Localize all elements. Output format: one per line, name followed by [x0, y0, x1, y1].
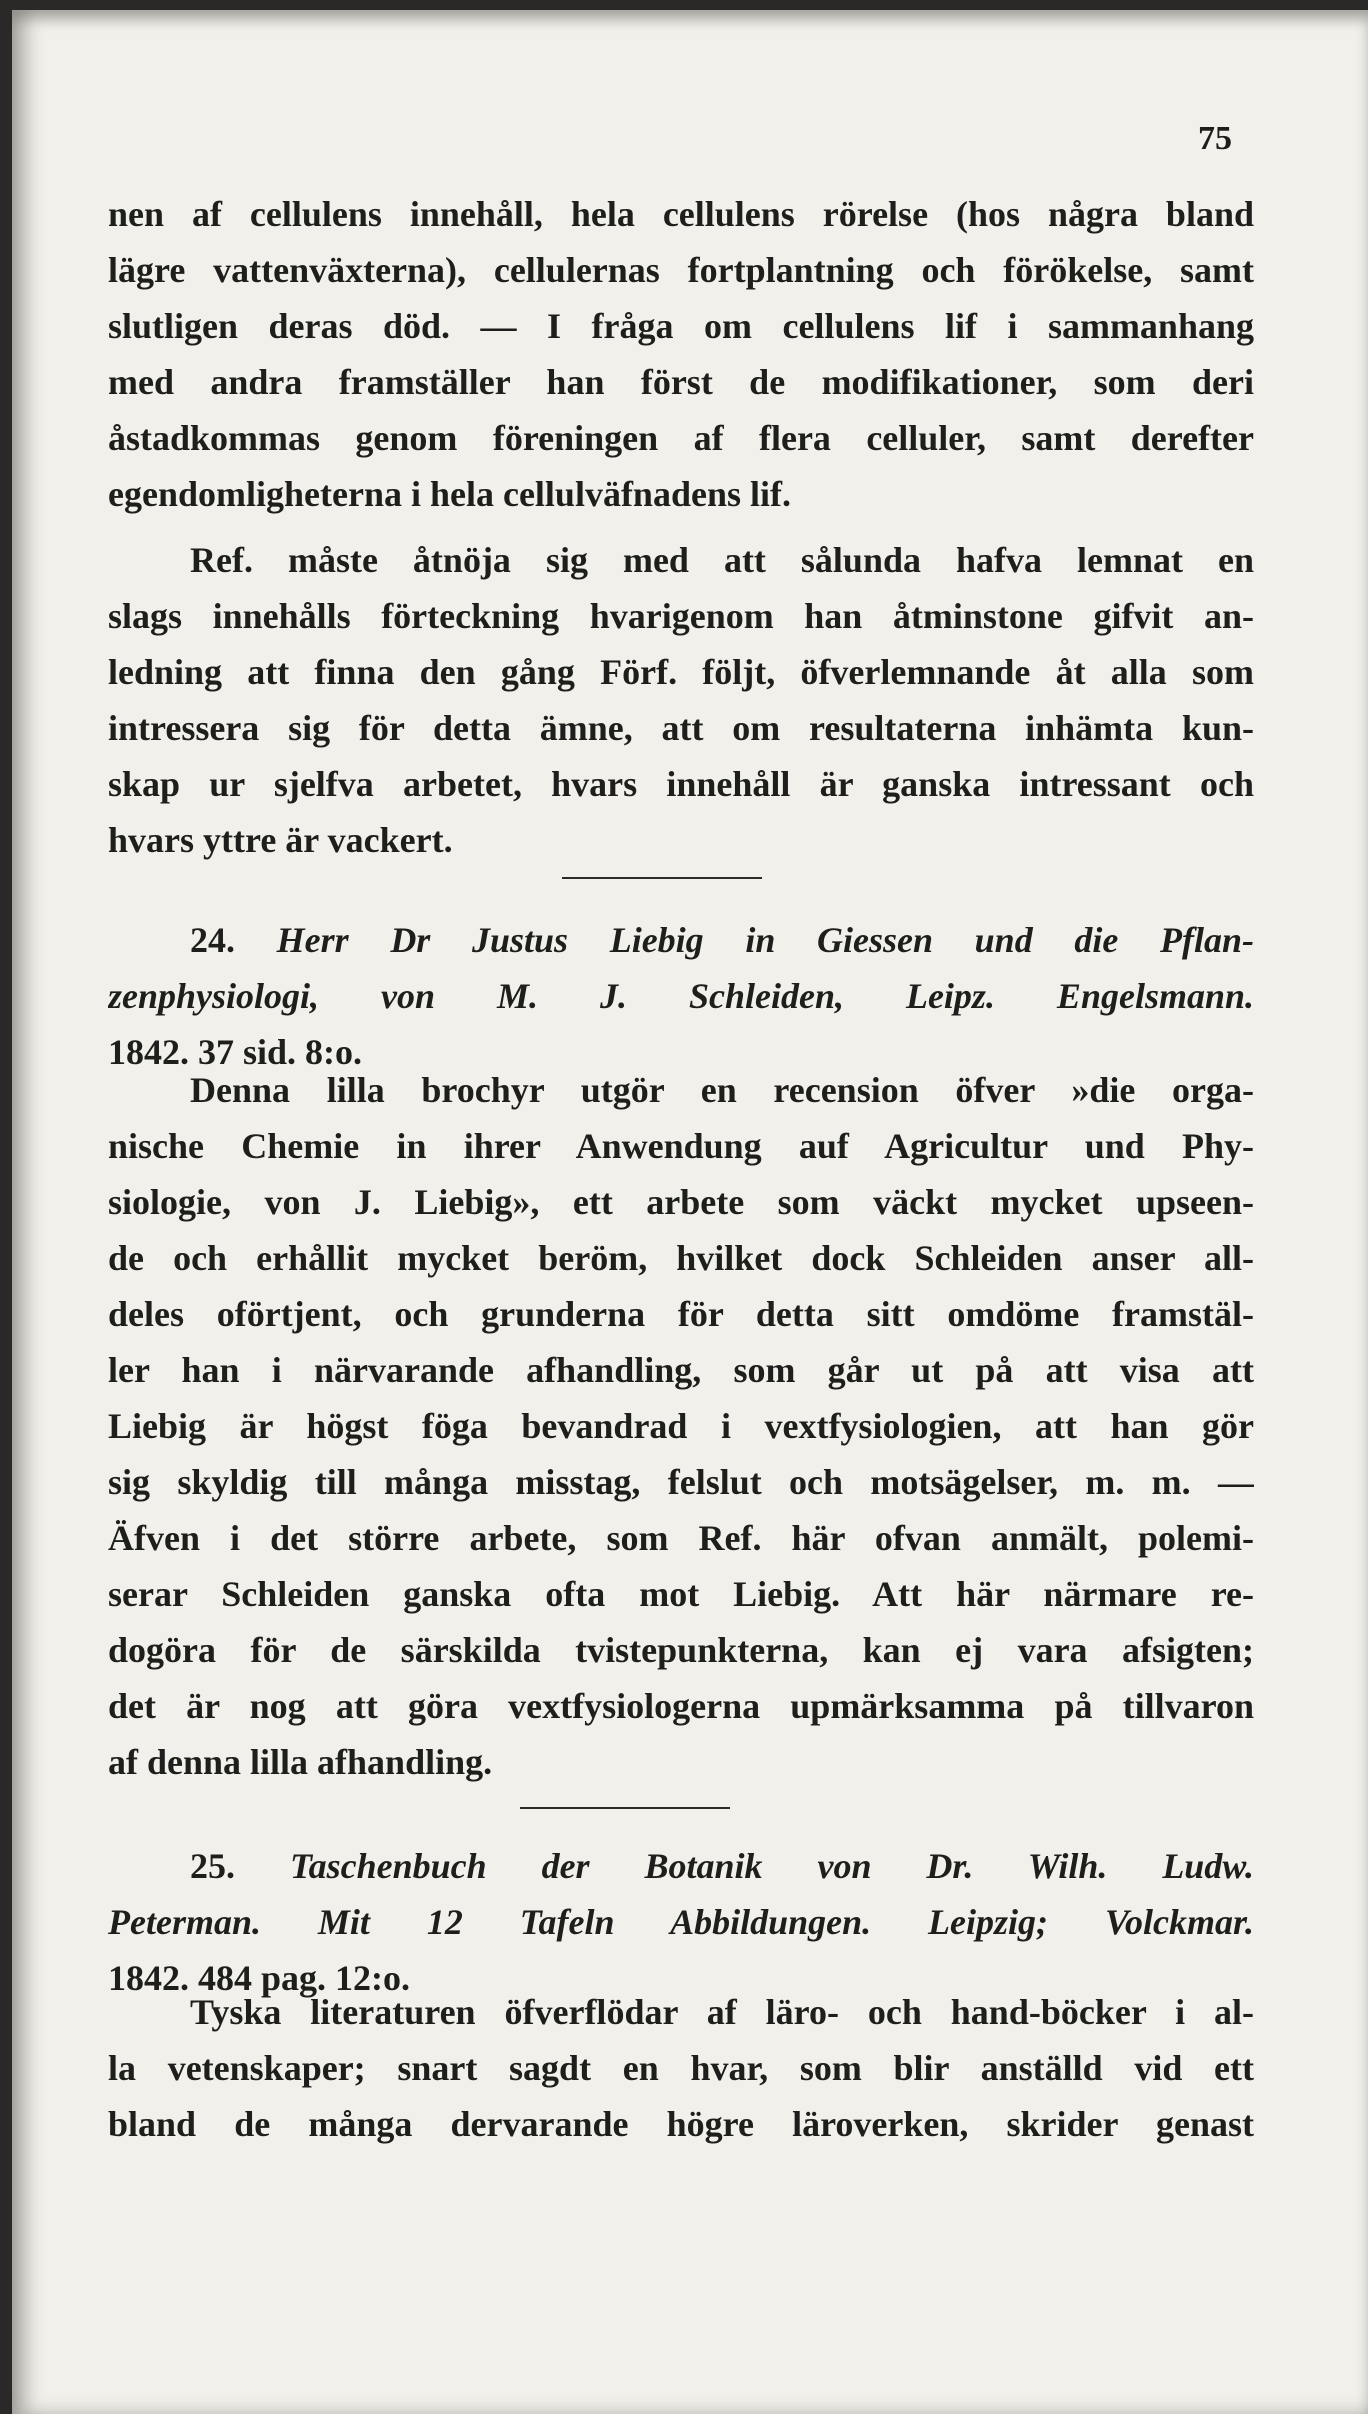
text-line: serar Schleiden ganska ofta mot Liebig. Att här närmare re- [108, 1574, 1254, 1614]
entry-title-line: Peterman. Mit 12 Tafeln Abbildungen. Leipzig; Volckmar. [108, 1902, 1254, 1942]
entry-24-heading [108, 912, 1254, 1080]
paragraph-continuation [108, 186, 1254, 522]
text-line: skap ur sjelfva arbetet, hvars innehåll är ganska intressant och [108, 764, 1254, 804]
entry-25-heading [108, 1838, 1254, 2006]
text-line: nen af cellulens innehåll, hela cellulens rörelse (hos några bland [108, 194, 1254, 234]
section-divider [520, 1807, 730, 1809]
text-line: intressera sig för detta ämne, att om resultaterna inhämta kun- [108, 708, 1254, 748]
text-line: slutligen deras död. — I fråga om cellulens lif i sammanhang [108, 306, 1254, 346]
text-line: det är nog att göra vextfysiologerna upmärksamma på tillvaron [108, 1686, 1254, 1726]
text-line: slags innehålls förteckning hvarigenom han åtminstone gifvit an- [108, 596, 1254, 636]
text-line: af denna lilla afhandling. [108, 1742, 493, 1782]
entry-number: 24. [190, 920, 235, 960]
paragraph-review-25 [108, 1984, 1254, 2152]
paragraph-review-note [108, 532, 1254, 868]
entry-title: Taschenbuch der Botanik von Dr. Wilh. Ludw. [289, 1846, 1254, 1886]
text-line: Denna lilla brochyr utgör en recension öfver »die orga- [190, 1070, 1254, 1110]
text-line: hvars yttre är vackert. [108, 820, 453, 860]
text-line: Tyska literaturen öfverflödar af läro- och hand-böcker i al- [190, 1992, 1254, 2032]
section-divider [562, 877, 762, 879]
text-line: lägre vattenväxterna), cellulernas fortplantning och förökelse, samt [108, 250, 1254, 290]
text-line: ledning att finna den gång Förf. följt, öfverlemnande åt alla som [108, 652, 1254, 692]
text-line: la vetenskaper; snart sagdt en hvar, som blir anställd vid ett [108, 2048, 1254, 2088]
text-line: åstadkommas genom föreningen af flera celluler, samt derefter [108, 418, 1254, 458]
paragraph-review-24 [108, 1062, 1254, 1790]
text-line: egendomligheterna i hela cellulväfnadens lif. [108, 474, 791, 514]
text-line: dogöra för de särskilda tvistepunkterna, kan ej vara afsigten; [108, 1630, 1254, 1670]
text-line: nische Chemie in ihrer Anwendung auf Agricultur und Phy- [108, 1126, 1254, 1166]
entry-number: 25. [190, 1846, 235, 1886]
entry-title-line [108, 912, 1254, 968]
text-line: Ref. måste åtnöja sig med att sålunda hafva lemnat en [190, 540, 1254, 580]
page-number: 75 [1198, 120, 1232, 157]
text-line: med andra framställer han först de modifikationer, som deri [108, 362, 1254, 402]
entry-title-line [108, 1838, 1254, 1894]
entry-imprint: 1842. 484 pag. 12:o. [108, 1958, 411, 1998]
entry-title: Herr Dr Justus Liebig in Giessen und die Pflan- [276, 920, 1254, 960]
text-line: Äfven i det större arbete, som Ref. här ofvan anmält, polemi- [108, 1518, 1254, 1558]
text-line: de och erhållit mycket beröm, hvilket dock Schleiden anser all- [108, 1238, 1254, 1278]
book-page [12, 10, 1368, 2414]
text-line: sig skyldig till många misstag, felslut och motsägelser, m. m. — [108, 1462, 1254, 1502]
text-line: Liebig är högst föga bevandrad i vextfysiologien, att han gör [108, 1406, 1254, 1446]
text-line: siologie, von J. Liebig», ett arbete som väckt mycket upseen- [108, 1182, 1254, 1222]
text-line: ler han i närvarande afhandling, som går ut på att visa att [108, 1350, 1254, 1390]
text-line: bland de många dervarande högre läroverken, skrider genast [108, 2104, 1254, 2144]
entry-title-line: zenphysiologi, von M. J. Schleiden, Leipz. Engelsmann. [108, 976, 1254, 1016]
text-line: deles oförtjent, och grunderna för detta sitt omdöme framstäl- [108, 1294, 1254, 1334]
entry-imprint: 1842. 37 sid. 8:o. [108, 1032, 363, 1072]
